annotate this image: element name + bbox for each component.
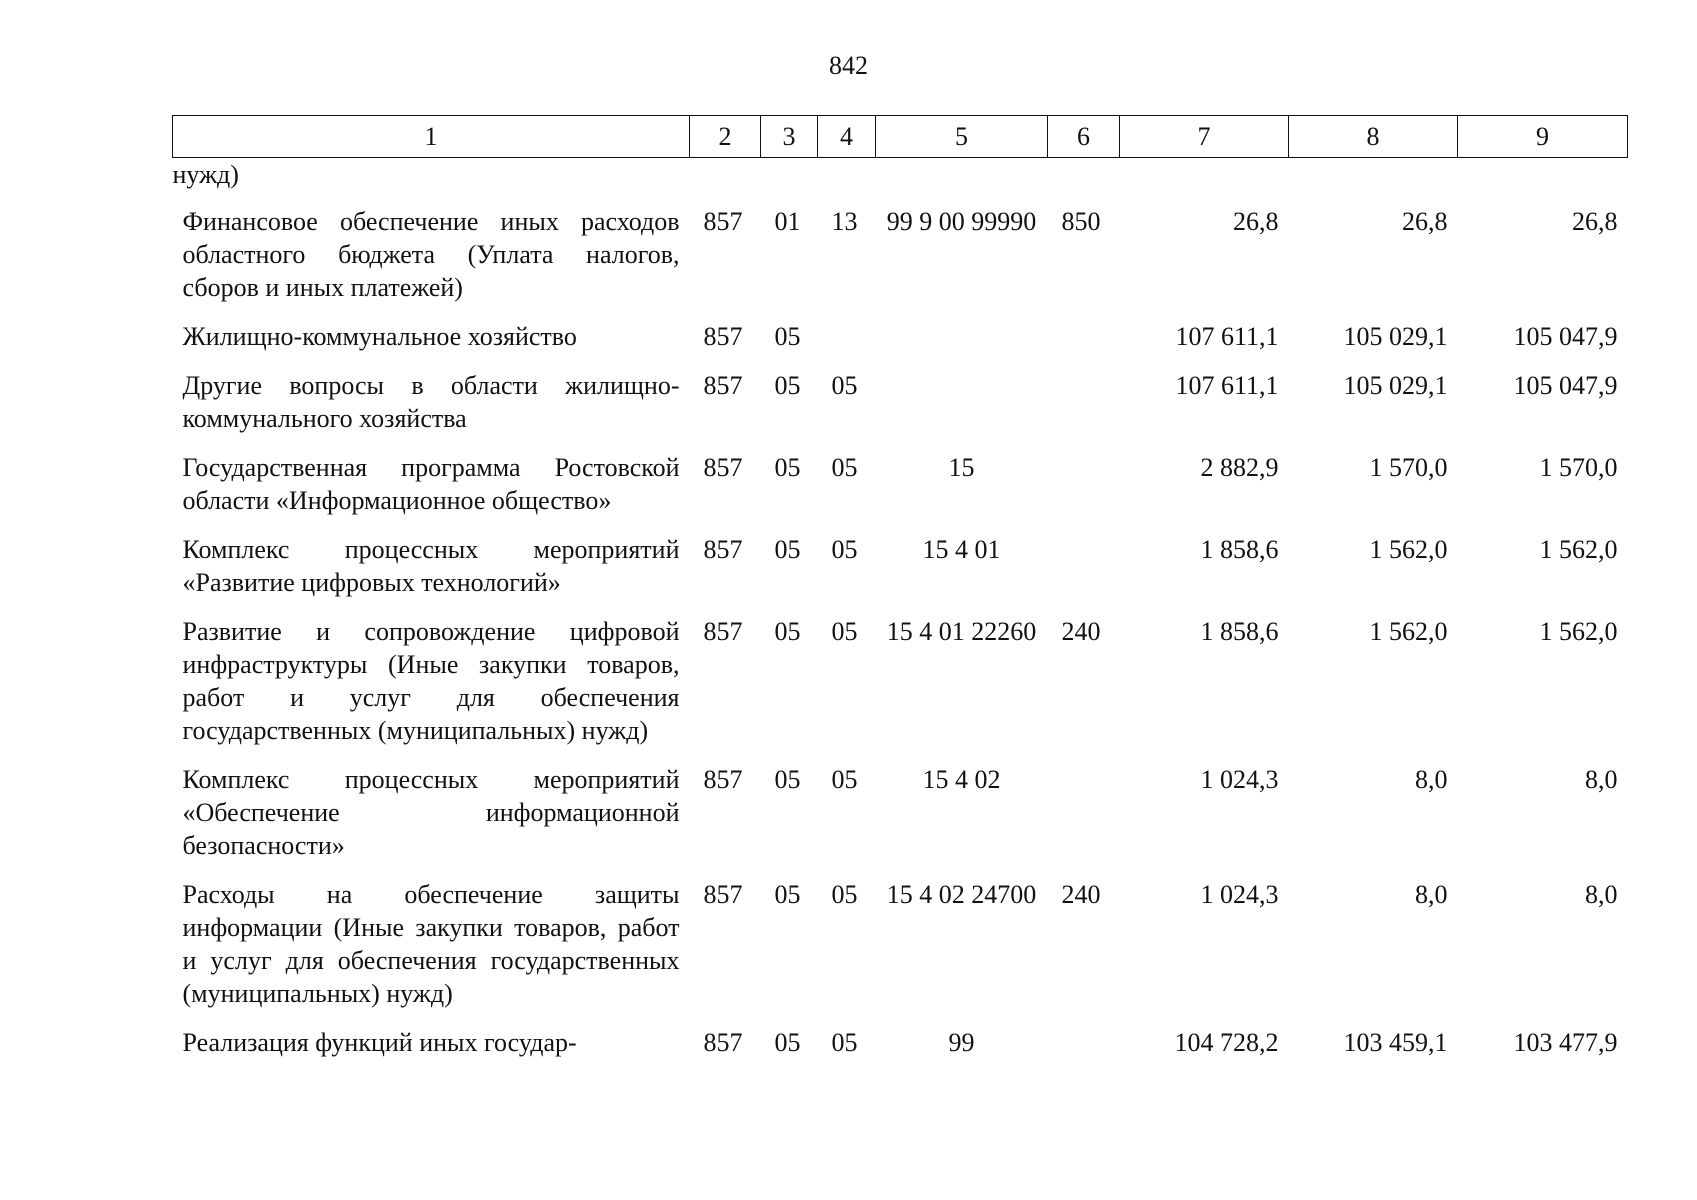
header-col-9: 9 <box>1458 116 1628 158</box>
table-row <box>173 205 1628 320</box>
row-col-6 <box>1048 763 1120 878</box>
row-col-6 <box>1048 369 1120 451</box>
header-col-7: 7 <box>1120 116 1289 158</box>
header-col-8: 8 <box>1289 116 1458 158</box>
row-col-6 <box>1048 451 1120 533</box>
table-row <box>173 1026 1628 1075</box>
row-col-8: 103 459,1 <box>1343 1028 1448 1057</box>
continuation-text: нужд) <box>172 160 239 189</box>
row-col-9: 103 477,9 <box>1513 1028 1618 1057</box>
row-col-6 <box>1048 1026 1120 1075</box>
row-col-2: 857 <box>703 880 743 909</box>
row-col-3: 05 <box>774 1028 801 1057</box>
row-name: Финансовое обеспечение иных расходов областного бюджета (Уплата налогов, сборов и иных платежей) <box>182 207 680 302</box>
row-col-7: 1 024,3 <box>1200 765 1279 794</box>
row-col-5: 15 4 01 <box>922 535 1001 564</box>
row-col-7: 104 728,2 <box>1174 1028 1279 1057</box>
row-col-2: 857 <box>703 453 743 482</box>
row-name: Развитие и сопровождение цифровой инфраструктуры (Иные закупки товаров, работ и услуг для обеспечения государственных (муниципальных) нужд) <box>182 617 680 745</box>
row-col-2: 857 <box>703 322 743 351</box>
row-col-8: 8,0 <box>1415 880 1448 909</box>
row-col-3: 05 <box>774 453 801 482</box>
row-col-9: 105 047,9 <box>1513 322 1618 351</box>
header-col-4: 4 <box>818 116 876 158</box>
table-row <box>173 369 1628 451</box>
table-row <box>173 763 1628 878</box>
budget-table <box>172 115 1628 1075</box>
header-col-6: 6 <box>1048 116 1120 158</box>
table-body <box>173 158 1628 1076</box>
row-col-8: 1 562,0 <box>1369 617 1448 646</box>
row-col-5: 15 4 02 24700 <box>886 880 1037 909</box>
row-col-4: 05 <box>831 617 858 646</box>
row-col-9: 8,0 <box>1585 765 1618 794</box>
row-col-9: 26,8 <box>1572 207 1618 236</box>
row-col-7: 1 858,6 <box>1200 535 1279 564</box>
row-name: Государственная программа Ростовской области «Информационное общество» <box>182 453 680 515</box>
row-col-8: 1 562,0 <box>1369 535 1448 564</box>
row-name: Реализация функций иных государ- <box>182 1028 577 1057</box>
row-col-8: 8,0 <box>1415 765 1448 794</box>
row-col-5: 15 <box>948 453 975 482</box>
row-col-5: 99 <box>948 1028 975 1057</box>
table-row <box>173 451 1628 533</box>
row-name: Комплекс процессных мероприятий «Обеспечение информационной безопасности» <box>182 765 680 860</box>
table-row <box>173 320 1628 369</box>
row-col-3: 05 <box>774 322 801 351</box>
table-row <box>173 533 1628 615</box>
row-col-6 <box>1048 533 1120 615</box>
row-col-2: 857 <box>703 535 743 564</box>
row-col-3: 05 <box>774 880 801 909</box>
row-col-3: 05 <box>774 765 801 794</box>
row-col-7: 107 611,1 <box>1175 371 1279 400</box>
row-col-4: 05 <box>831 453 858 482</box>
header-col-5: 5 <box>876 116 1048 158</box>
row-col-4: 05 <box>831 1028 858 1057</box>
row-col-4: 13 <box>831 207 858 236</box>
row-col-6: 240 <box>1061 617 1101 646</box>
row-col-4: 05 <box>831 880 858 909</box>
page-number: 842 <box>829 51 868 80</box>
row-name: Жилищно-коммунальное хозяйство <box>182 322 577 351</box>
row-name: Другие вопросы в области жилищно-коммунального хозяйства <box>182 371 680 433</box>
row-col-7: 1 024,3 <box>1200 880 1279 909</box>
row-name: Расходы на обеспечение защиты информации (Иные закупки товаров, работ и услуг для обеспечения государственных (муниципальных) нужд) <box>182 880 680 1008</box>
row-col-6 <box>1048 320 1120 369</box>
row-col-5 <box>876 320 1048 369</box>
row-col-7: 107 611,1 <box>1175 322 1279 351</box>
row-col-4: 05 <box>831 371 858 400</box>
row-col-5: 15 4 01 22260 <box>886 617 1037 646</box>
row-col-2: 857 <box>703 1028 743 1057</box>
row-col-2: 857 <box>703 371 743 400</box>
row-col-5: 99 9 00 99990 <box>886 207 1037 236</box>
row-col-7: 1 858,6 <box>1200 617 1279 646</box>
row-col-5 <box>876 369 1048 451</box>
row-col-3: 05 <box>774 371 801 400</box>
row-col-9: 8,0 <box>1585 880 1618 909</box>
row-col-4 <box>818 320 876 369</box>
row-col-8: 26,8 <box>1402 207 1448 236</box>
row-col-8: 105 029,1 <box>1343 371 1448 400</box>
row-col-2: 857 <box>703 765 743 794</box>
continuation-row <box>173 158 1628 206</box>
row-col-2: 857 <box>703 207 743 236</box>
row-col-7: 26,8 <box>1233 207 1279 236</box>
row-col-9: 1 562,0 <box>1539 535 1618 564</box>
row-col-7: 2 882,9 <box>1200 453 1279 482</box>
header-col-2: 2 <box>690 116 761 158</box>
header-col-3: 3 <box>761 116 818 158</box>
row-col-6: 240 <box>1061 880 1101 909</box>
table-header <box>173 116 1628 158</box>
row-col-8: 105 029,1 <box>1343 322 1448 351</box>
row-col-4: 05 <box>831 535 858 564</box>
row-col-3: 01 <box>774 207 801 236</box>
row-col-8: 1 570,0 <box>1369 453 1448 482</box>
row-col-2: 857 <box>703 617 743 646</box>
row-name: Комплекс процессных мероприятий «Развитие цифровых технологий» <box>182 535 680 597</box>
row-col-9: 1 570,0 <box>1539 453 1618 482</box>
header-row <box>173 116 1628 158</box>
row-col-4: 05 <box>831 765 858 794</box>
row-col-3: 05 <box>774 535 801 564</box>
row-col-6: 850 <box>1061 207 1101 236</box>
row-col-9: 1 562,0 <box>1539 617 1618 646</box>
row-col-9: 105 047,9 <box>1513 371 1618 400</box>
row-col-5: 15 4 02 <box>922 765 1001 794</box>
table-row <box>173 878 1628 1026</box>
header-col-1: 1 <box>173 116 690 158</box>
row-col-3: 05 <box>774 617 801 646</box>
table-row <box>173 615 1628 763</box>
